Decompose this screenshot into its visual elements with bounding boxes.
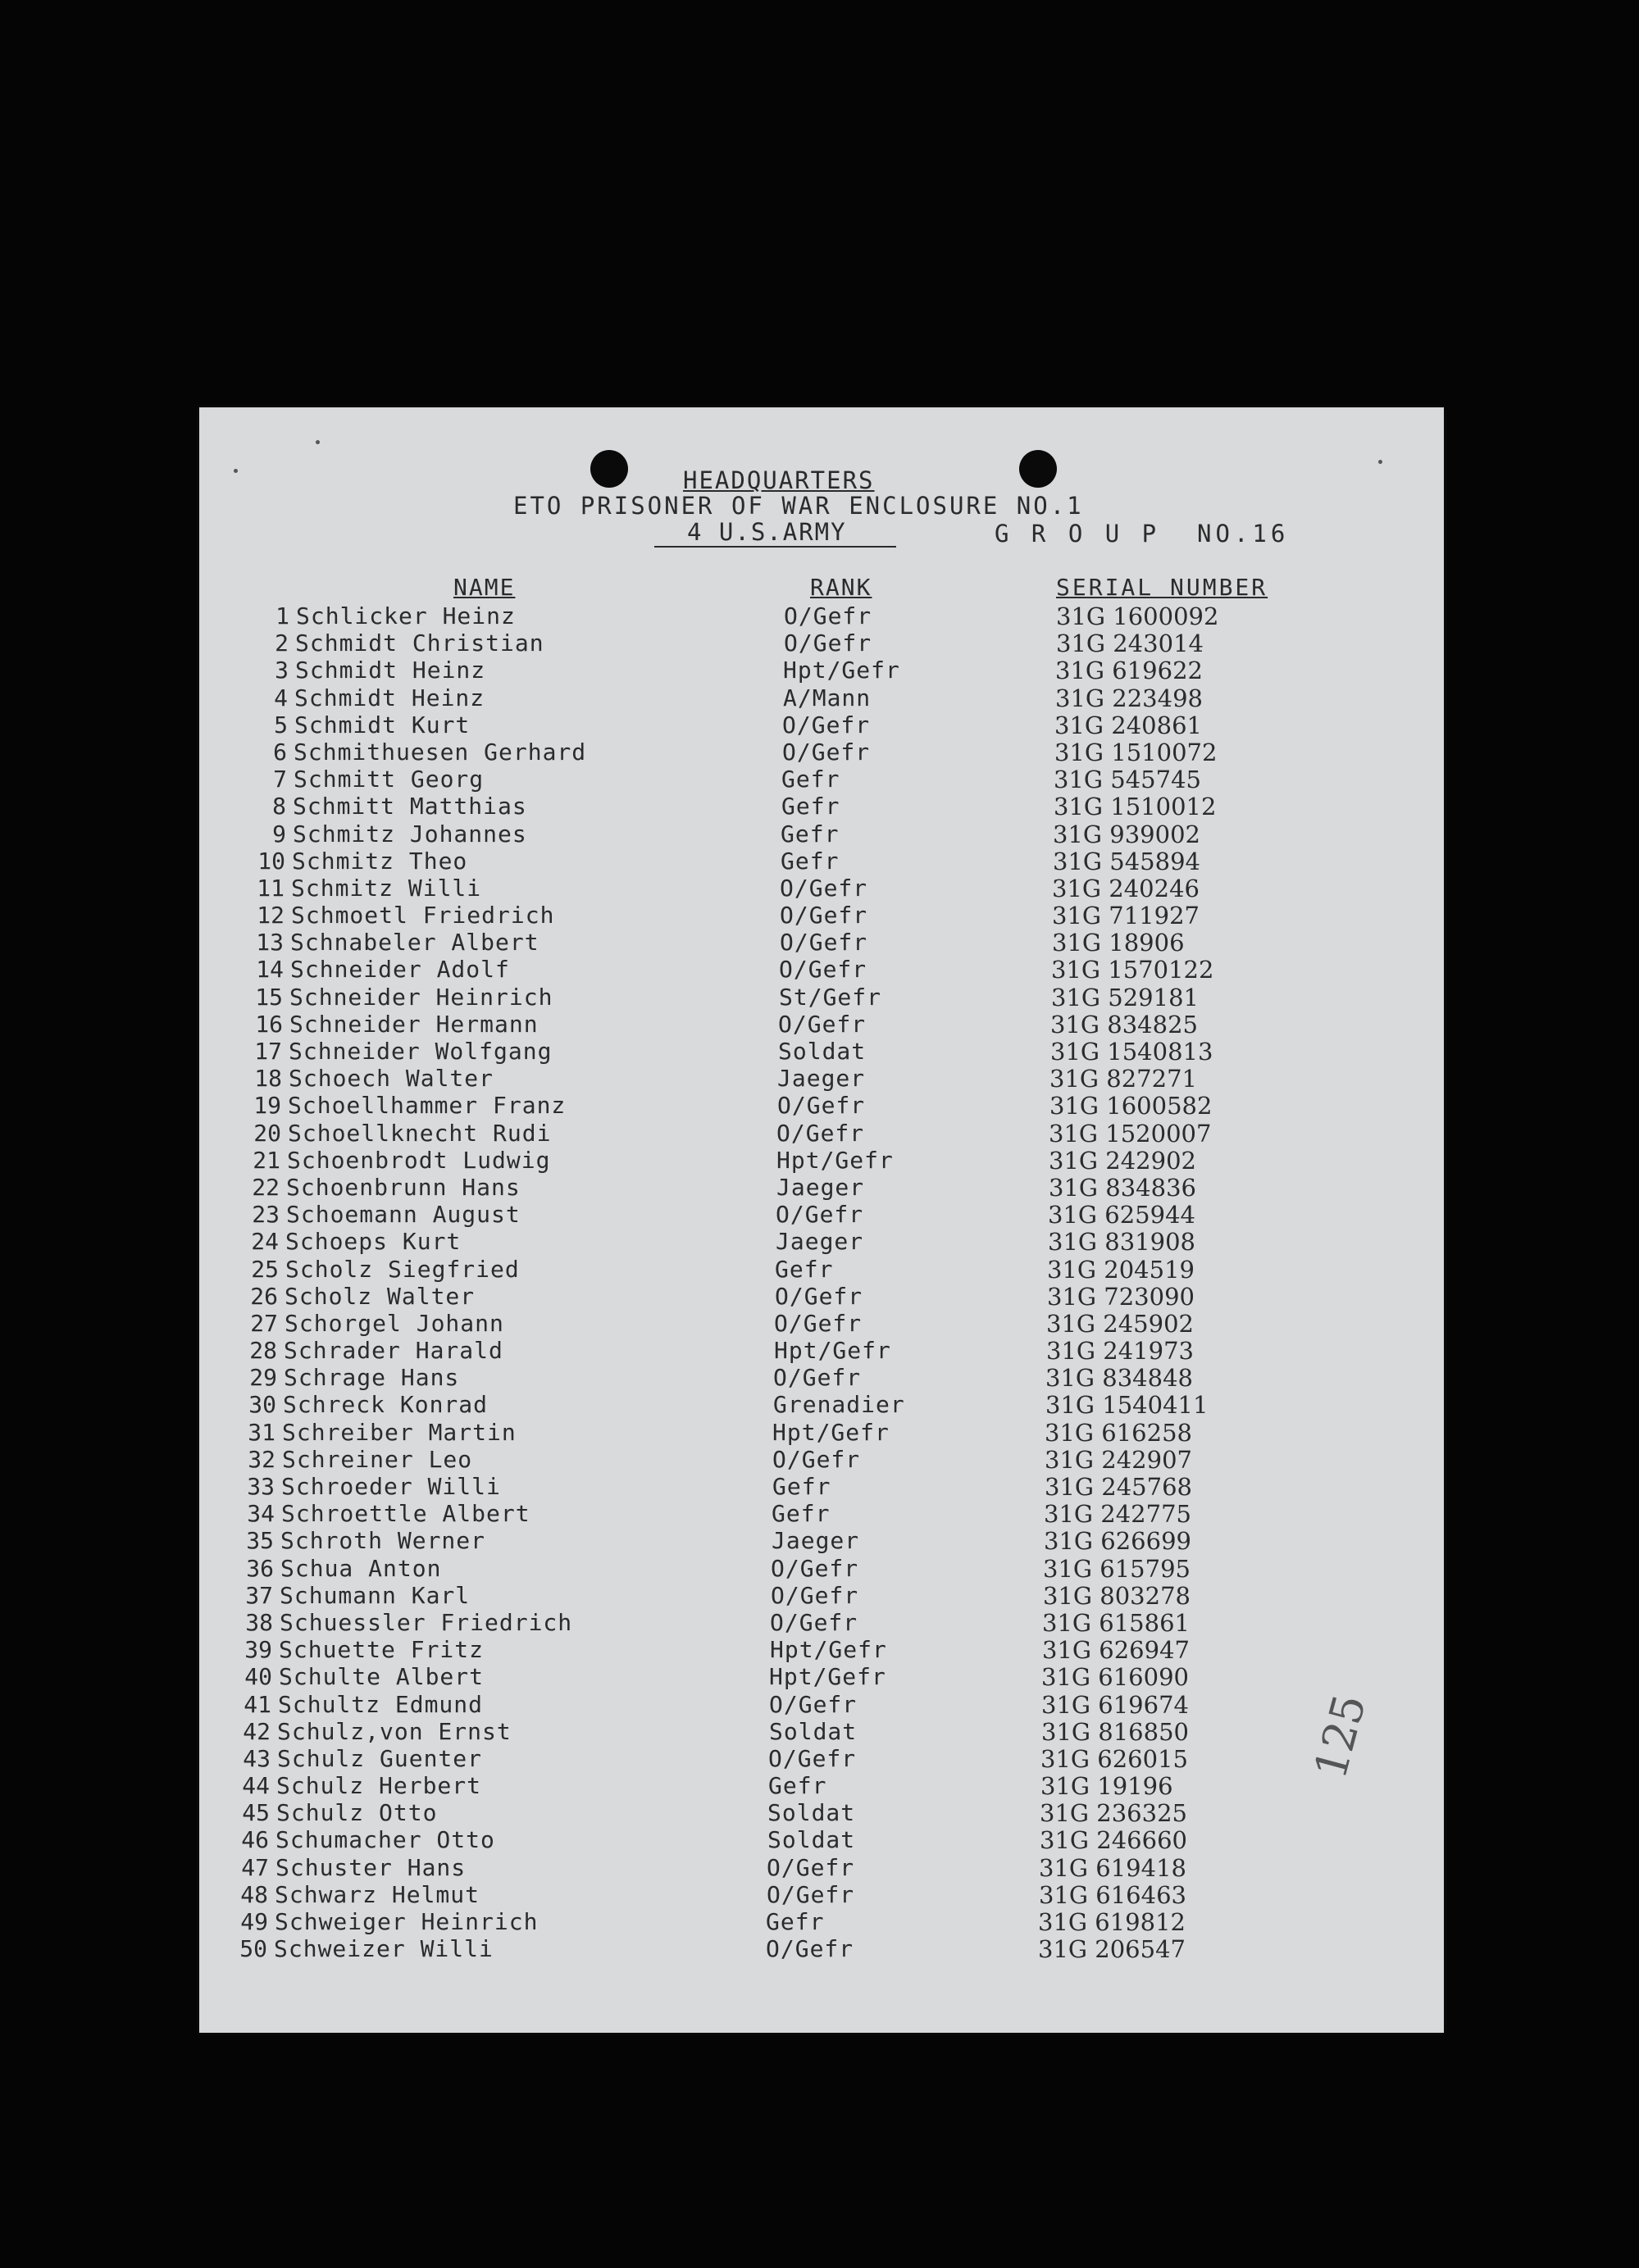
table-row (199, 1473, 1444, 1500)
prisoner-name: Schmitz Johannes (293, 820, 527, 848)
prisoner-rank: Hpt/Gefr (776, 1146, 894, 1174)
prisoner-rank: O/Gefr (775, 1282, 863, 1310)
prisoner-rank: O/Gefr (782, 711, 871, 739)
row-number: 41 (244, 1690, 271, 1718)
prisoner-name: Schmitt Georg (294, 766, 485, 793)
row-number: 30 (248, 1391, 276, 1419)
row-number: 45 (242, 1799, 270, 1827)
table-row (199, 657, 1444, 684)
prisoner-name: Schrage Hans (284, 1364, 460, 1392)
serial-number: 31G 18906 (1052, 929, 1185, 957)
row-number: 43 (243, 1744, 271, 1772)
prisoner-rank: O/Gefr (767, 1880, 855, 1908)
name-column-header: NAME (453, 574, 516, 601)
table-row (199, 848, 1444, 875)
prisoner-rank: Gefr (772, 1500, 831, 1528)
serial-number: 31G 1510012 (1054, 793, 1217, 821)
table-row (199, 1854, 1444, 1881)
prisoner-rank: Gefr (781, 793, 840, 820)
prisoner-rank: O/Gefr (767, 1853, 855, 1881)
prisoner-rank: O/Gefr (777, 1092, 866, 1120)
table-row (199, 1228, 1444, 1255)
table-row (199, 1691, 1444, 1718)
row-number: 25 (251, 1255, 279, 1283)
prisoner-name: Schroettle Albert (281, 1500, 530, 1528)
prisoner-name: Schroth Werner (280, 1527, 486, 1555)
prisoner-rank: Jaeger (776, 1173, 865, 1201)
prisoner-rank: O/Gefr (779, 956, 867, 984)
serial-number: 31G 245768 (1045, 1473, 1192, 1501)
prisoner-name: Schmitz Willi (291, 874, 482, 902)
serial-number: 31G 1570122 (1051, 956, 1214, 984)
prisoner-rank: Jaeger (777, 1065, 866, 1093)
table-row (199, 1120, 1444, 1147)
table-row (199, 1065, 1444, 1092)
row-number: 12 (257, 902, 285, 929)
prisoner-name: Schnabeler Albert (290, 929, 540, 957)
serial-number: 31G 619622 (1055, 657, 1203, 685)
row-number: 6 (273, 738, 287, 766)
table-row (199, 1908, 1444, 1935)
row-number: 18 (254, 1065, 282, 1093)
serial-number: 31G 616090 (1041, 1663, 1189, 1692)
row-number: 4 (274, 684, 288, 711)
row-number: 50 (239, 1935, 267, 1963)
prisoner-rank: O/Gefr (782, 738, 871, 766)
prisoner-name: Schmithuesen Gerhard (294, 738, 587, 766)
row-number: 20 (253, 1119, 281, 1147)
row-number: 22 (252, 1173, 280, 1201)
prisoner-name: Scholz Walter (285, 1282, 476, 1310)
row-number: 37 (245, 1581, 273, 1609)
table-row (199, 1636, 1444, 1663)
prisoner-name: Schulz,von Ernst (277, 1717, 512, 1745)
prisoner-name: Schreck Konrad (283, 1391, 489, 1419)
prisoner-rank: O/Gefr (784, 629, 872, 657)
prisoner-rank: O/Gefr (766, 1935, 854, 1963)
prisoner-name: Schroeder Willi (281, 1473, 501, 1500)
row-number: 36 (246, 1554, 274, 1582)
prisoner-name: Schoellhammer Franz (288, 1092, 567, 1120)
serial-number: 31G 246660 (1040, 1826, 1187, 1855)
prisoner-name: Schuette Fritz (279, 1636, 485, 1664)
prisoner-name: Schumann Karl (280, 1581, 471, 1609)
prisoner-rank: O/Gefr (770, 1608, 858, 1636)
document-page (199, 407, 1444, 2033)
serial-column-header: SERIAL NUMBER (1056, 574, 1268, 601)
serial-number: 31G 223498 (1055, 684, 1203, 712)
prisoner-rank: A/Mann (783, 684, 872, 711)
serial-number: 31G 616258 (1045, 1418, 1192, 1447)
table-row (199, 984, 1444, 1011)
group-label: G R O U P NO.16 (995, 520, 1290, 548)
row-number: 7 (273, 766, 287, 793)
prisoner-name: Schulz Otto (276, 1799, 438, 1827)
table-row (199, 1092, 1444, 1119)
row-number: 19 (253, 1092, 281, 1120)
table-row (199, 1201, 1444, 1228)
prisoner-name: Schoellknecht Rudi (288, 1119, 552, 1147)
row-number: 33 (247, 1473, 275, 1500)
table-row (199, 1446, 1444, 1473)
row-number: 26 (250, 1282, 278, 1310)
prisoner-rank: Soldat (767, 1826, 856, 1854)
prisoner-name: Schmidt Christian (295, 629, 544, 657)
table-row (199, 1337, 1444, 1364)
prisoner-name: Scholz Siegfried (285, 1255, 520, 1283)
prisoner-name: Schua Anton (280, 1554, 442, 1582)
row-number: 2 (275, 629, 289, 657)
serial-number: 31G 831908 (1048, 1228, 1195, 1257)
row-number: 47 (241, 1853, 269, 1881)
table-row (199, 1011, 1444, 1038)
prisoner-name: Schoemann August (286, 1201, 521, 1229)
prisoner-name: Schlicker Heinz (296, 602, 516, 629)
table-row (199, 902, 1444, 929)
row-number: 17 (254, 1038, 282, 1065)
prisoner-rank: Hpt/Gefr (769, 1663, 886, 1691)
serial-number: 31G 545894 (1053, 847, 1200, 875)
prisoner-name: Schneider Adolf (290, 956, 510, 984)
prisoner-rank: O/Gefr (773, 1364, 862, 1392)
prisoner-rank: Gefr (768, 1772, 827, 1800)
table-row (199, 711, 1444, 739)
table-row (199, 1663, 1444, 1690)
serial-number: 31G 1520007 (1049, 1119, 1212, 1148)
prisoner-rank: Grenadier (773, 1391, 905, 1419)
row-number: 8 (272, 793, 286, 820)
prisoner-rank: O/Gefr (771, 1554, 859, 1582)
prisoner-rank: Hpt/Gefr (774, 1337, 891, 1365)
row-number: 10 (257, 847, 285, 875)
table-row (199, 1582, 1444, 1609)
table-row (199, 875, 1444, 902)
prisoner-name: Schreiner Leo (282, 1445, 473, 1473)
serial-number: 31G 625944 (1048, 1201, 1195, 1229)
row-number: 16 (255, 1010, 283, 1038)
row-number: 38 (245, 1608, 273, 1636)
serial-number: 31G 723090 (1047, 1282, 1195, 1311)
prisoner-name: Schorgel Johann (285, 1309, 504, 1337)
prisoner-rank: O/Gefr (780, 874, 868, 902)
serial-number: 31G 619812 (1038, 1908, 1186, 1936)
row-number: 35 (246, 1527, 274, 1555)
serial-number: 31G 626947 (1042, 1636, 1190, 1665)
serial-number: 31G 834848 (1045, 1364, 1193, 1393)
prisoner-rank: O/Gefr (776, 1119, 865, 1147)
serial-number: 31G 545745 (1054, 766, 1201, 794)
prisoner-name: Schulz Herbert (276, 1772, 482, 1800)
prisoner-rank: O/Gefr (771, 1581, 859, 1609)
speck (1378, 460, 1382, 464)
serial-number: 31G 1600092 (1056, 602, 1219, 630)
row-number: 13 (256, 929, 284, 957)
row-number: 24 (251, 1228, 279, 1256)
table-row (199, 956, 1444, 983)
prisoner-rank: Jaeger (772, 1527, 860, 1555)
speck (316, 440, 320, 444)
row-number: 39 (244, 1636, 272, 1664)
prisoner-rank: O/Gefr (769, 1690, 858, 1718)
table-row (199, 1364, 1444, 1391)
prisoner-name: Schuster Hans (275, 1853, 467, 1881)
prisoner-name: Schneider Heinrich (289, 983, 553, 1011)
prisoner-name: Schwarz Helmut (275, 1880, 480, 1908)
prisoner-rank: O/Gefr (774, 1309, 863, 1337)
table-row (199, 1147, 1444, 1174)
punch-hole (1019, 450, 1057, 488)
row-number: 31 (248, 1418, 275, 1446)
prisoner-rank: St/Gefr (779, 983, 882, 1011)
row-number: 29 (249, 1364, 277, 1392)
prisoner-name: Schreiber Martin (282, 1418, 517, 1446)
table-row (199, 1555, 1444, 1582)
serial-number: 31G 206547 (1038, 1935, 1186, 1964)
serial-number: 31G 1510072 (1054, 738, 1218, 766)
row-number: 40 (244, 1663, 272, 1691)
prisoner-rank: O/Gefr (784, 602, 872, 629)
serial-number: 31G 834825 (1050, 1010, 1198, 1039)
table-row (199, 1310, 1444, 1337)
table-row (199, 739, 1444, 766)
prisoner-rank: O/Gefr (772, 1445, 861, 1473)
row-number: 42 (243, 1717, 271, 1745)
prisoner-name: Schmidt Heinz (295, 657, 486, 684)
table-row (199, 1772, 1444, 1799)
prisoner-rank: Hpt/Gefr (783, 657, 900, 684)
table-row (199, 820, 1444, 848)
row-number: 14 (256, 956, 284, 984)
serial-number: 31G 626015 (1040, 1744, 1188, 1773)
row-number: 48 (240, 1880, 268, 1908)
serial-number: 31G 242775 (1044, 1500, 1191, 1529)
prisoner-name: Schweiger Heinrich (275, 1908, 539, 1935)
prisoner-name: Schumacher Otto (275, 1826, 495, 1854)
row-number: 46 (241, 1826, 269, 1854)
table-row (199, 1799, 1444, 1826)
prisoner-rank: O/Gefr (778, 1010, 867, 1038)
serial-number: 31G 241973 (1046, 1337, 1194, 1366)
serial-number: 31G 19196 (1040, 1772, 1173, 1801)
serial-number: 31G 803278 (1043, 1581, 1191, 1610)
prisoner-name: Schneider Hermann (289, 1010, 539, 1038)
table-row (199, 1256, 1444, 1283)
handwritten-page-number: 125 (1304, 1689, 1377, 1784)
table-row (199, 1391, 1444, 1418)
serial-number: 31G 1600582 (1049, 1092, 1213, 1120)
prisoner-rank: Gefr (775, 1255, 834, 1283)
table-row (199, 1174, 1444, 1201)
row-number: 32 (248, 1445, 275, 1473)
prisoner-name: Schmidt Kurt (294, 711, 471, 739)
table-row (199, 1527, 1444, 1554)
prisoner-rank: O/Gefr (780, 929, 868, 957)
prisoner-rank: Soldat (767, 1799, 856, 1827)
prisoner-name: Schmidt Heinz (294, 684, 485, 711)
serial-number: 31G 243014 (1056, 629, 1204, 658)
serial-number: 31G 619418 (1039, 1853, 1186, 1882)
table-row (199, 929, 1444, 956)
prisoner-name: Schulte Albert (279, 1663, 485, 1691)
table-row (199, 602, 1444, 629)
prisoner-rank: Hpt/Gefr (770, 1636, 887, 1664)
enclosure-title: ETO PRISONER OF WAR ENCLOSURE NO.1 (513, 492, 1084, 520)
prisoner-name: Schweizer Willi (274, 1935, 494, 1963)
prisoner-name: Schulz Guenter (277, 1744, 483, 1772)
prisoner-rank: Gefr (781, 820, 840, 848)
serial-number: 31G 242902 (1049, 1146, 1196, 1175)
prisoner-name: Schmitz Theo (292, 847, 468, 875)
prisoner-name: Schultz Edmund (278, 1690, 484, 1718)
prisoner-name: Schoenbrodt Ludwig (287, 1146, 551, 1174)
headquarters-title: HEADQUARTERS (683, 466, 875, 494)
serial-number: 31G 616463 (1039, 1880, 1186, 1909)
prisoner-list (199, 602, 1444, 1962)
punch-hole (590, 450, 628, 488)
prisoner-rank: Soldat (769, 1717, 858, 1745)
row-number: 44 (242, 1772, 270, 1800)
serial-number: 31G 529181 (1051, 983, 1199, 1011)
prisoner-name: Schoeps Kurt (285, 1228, 462, 1256)
table-row (199, 1935, 1444, 1962)
row-number: 11 (257, 874, 285, 902)
row-number: 34 (247, 1500, 275, 1528)
prisoner-name: Schrader Harald (284, 1337, 503, 1365)
prisoner-rank: O/Gefr (776, 1201, 864, 1229)
serial-number: 31G 626699 (1044, 1527, 1191, 1556)
prisoner-name: Schoenbrunn Hans (286, 1173, 521, 1201)
serial-number: 31G 236325 (1040, 1799, 1187, 1828)
prisoner-rank: O/Gefr (768, 1744, 857, 1772)
row-number: 3 (275, 657, 289, 684)
table-row (199, 1826, 1444, 1853)
prisoner-name: Schmitt Matthias (293, 793, 527, 820)
army-label: 4 U.S.ARMY (654, 518, 896, 548)
serial-number: 31G 1540411 (1045, 1391, 1209, 1420)
prisoner-rank: Gefr (772, 1473, 831, 1500)
row-number: 28 (249, 1337, 277, 1365)
serial-number: 31G 939002 (1053, 820, 1200, 848)
serial-number: 31G 834836 (1049, 1173, 1196, 1202)
serial-number: 31G 619674 (1041, 1690, 1189, 1719)
prisoner-name: Schneider Wolfgang (289, 1038, 553, 1065)
serial-number: 31G 240246 (1052, 874, 1200, 902)
prisoner-rank: O/Gefr (780, 902, 868, 929)
table-row (199, 629, 1444, 657)
table-row (199, 1038, 1444, 1065)
prisoner-rank: Gefr (766, 1908, 825, 1935)
serial-number: 31G 615861 (1042, 1608, 1190, 1637)
serial-number: 31G 615795 (1043, 1554, 1191, 1583)
row-number: 15 (255, 983, 283, 1011)
serial-number: 31G 240861 (1054, 711, 1202, 739)
serial-number: 31G 204519 (1047, 1255, 1195, 1284)
prisoner-name: Schmoetl Friedrich (291, 902, 555, 929)
serial-number: 31G 1540813 (1050, 1038, 1213, 1066)
serial-number: 31G 816850 (1041, 1717, 1189, 1746)
row-number: 27 (250, 1309, 278, 1337)
table-row (199, 1745, 1444, 1772)
table-row (199, 1419, 1444, 1446)
prisoner-rank: Soldat (778, 1038, 867, 1065)
table-row (199, 1609, 1444, 1636)
prisoner-rank: Gefr (781, 847, 840, 875)
row-number: 23 (252, 1201, 280, 1229)
serial-number: 31G 245902 (1046, 1309, 1194, 1338)
prisoner-rank: Hpt/Gefr (772, 1418, 890, 1446)
row-number: 9 (272, 820, 286, 848)
prisoner-rank: Gefr (781, 766, 840, 793)
prisoner-rank: Jaeger (776, 1228, 864, 1256)
row-number: 5 (274, 711, 288, 739)
row-number: 1 (275, 602, 289, 629)
rank-column-header: RANK (810, 574, 872, 601)
serial-number: 31G 242907 (1045, 1445, 1192, 1474)
speck (234, 469, 238, 473)
row-number: 21 (253, 1146, 280, 1174)
table-row (199, 684, 1444, 711)
table-row (199, 1881, 1444, 1908)
table-row (199, 1718, 1444, 1745)
table-row (199, 766, 1444, 793)
serial-number: 31G 711927 (1052, 902, 1200, 930)
prisoner-name: Schuessler Friedrich (280, 1608, 573, 1636)
table-row (199, 1500, 1444, 1527)
row-number: 49 (240, 1908, 268, 1935)
table-row (199, 793, 1444, 820)
prisoner-name: Schoech Walter (289, 1065, 494, 1093)
table-row (199, 1283, 1444, 1310)
serial-number: 31G 827271 (1049, 1065, 1197, 1093)
